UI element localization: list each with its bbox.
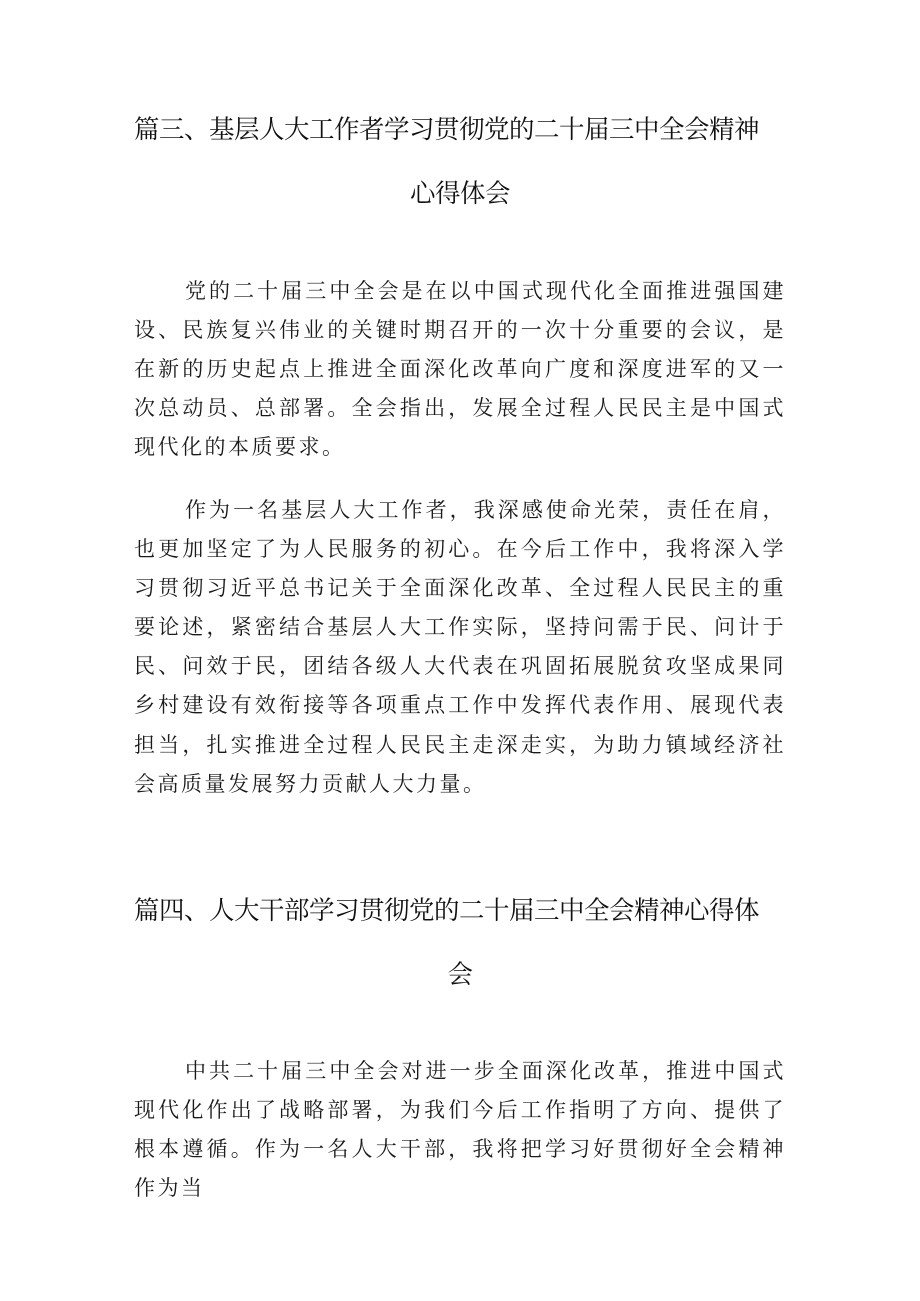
section-3-paragraph-2: 作为一名基层人大工作者，我深感使命光荣，责任在肩，也更加坚定了为人民服务的初心。在今后工作中，我将深入学习贯彻习近平总书记关于全面深化改革、全过程人民民主的重要论述，紧密结合基层人大工作实际，坚持问需于民、问计于民、问效于民，团结各级人大代表在巩固拓展脱贫攻坚成果同乡村建设有效衔接等各项重点工作中发挥代表作用、展现代表担当，扎实推进全过程人民民主走深走实，为助力镇域经济社会高质量发展努力贡献人大力量。 (134, 498, 786, 796)
heading-3-line-2: 心得体会 (409, 179, 510, 209)
heading-3-line-1: 篇三、基层人大工作者学习贯彻党的二十届三中全会精神 (134, 115, 760, 145)
section-3-paragraph-1: 党的二十届三中全会是在以中国式现代化全面推进强国建设、民族复兴伟业的关键时期召开的一次十分重要的会议，是在新的历史起点上推进全面深化改革向广度和深度进军的又一次总动员、总部署。全会指出，发展全过程人民民主是中国式现代化的本质要求。 (134, 279, 786, 460)
heading-4-line-1: 篇四、人大干部学习贯彻党的二十届三中全会精神心得体 (134, 896, 760, 926)
heading-4-line-2: 会 (447, 960, 473, 990)
section-4-paragraph-1: 中共二十届三中全会对进一步全面深化改革，推进中国式现代化作出了战略部署，为我们今后工作指明了方向、提供了根本遵循。作为一名人大干部，我将把学习好贯彻好全会精神作为当 (134, 1059, 786, 1201)
